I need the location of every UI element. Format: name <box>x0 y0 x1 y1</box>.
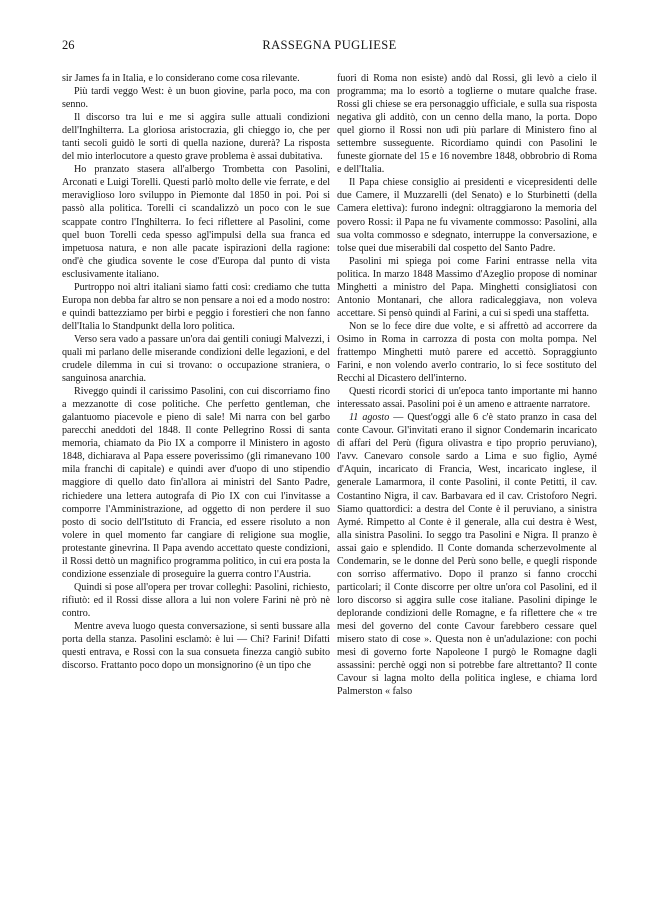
page-number: 26 <box>62 38 75 52</box>
paragraph <box>62 85 330 111</box>
paragraph <box>62 581 330 620</box>
running-title: RASSEGNA PUGLIESE <box>262 38 397 52</box>
paragraph <box>62 620 330 672</box>
paragraph <box>337 320 597 385</box>
paragraph-text: Il Papa chiese consiglio ai presidenti e vicepresidenti delle due Camere, il Muzzarelli (del Senato) e lo Sturbinetti (della Camera elettiva): furono indegni: oltraggiarono la memoria del povero Rossi: il Papa ne fu vivamente commosso: Pasolini, alla sua volta commosso e sdegnato, interruppe la conversazione, e tolse quei due miserabili dal cospetto del Santo Padre. <box>337 177 597 254</box>
paragraph-text: Questi ricordi storici di un'epoca tanto importante mi hanno interessato assai. Pasolini poi è un ameno e attraente narratore. <box>337 386 597 411</box>
diary-date: 11 agosto <box>349 412 390 424</box>
paragraph <box>337 411 597 698</box>
paragraph-text: Mentre aveva luogo questa conversazione, si sentì bussare alla porta della stanza. Pasolini esclamò: è lui — Chi? Farini! Difatti questi entrava, e Rossi con la sua consueta finezza cangiò subito discorso. Frattanto poco dopo un monsignorino (è un tipo che <box>62 620 330 672</box>
page-header <box>62 38 597 54</box>
paragraph-text: Ho pranzato stasera all'albergo Trombetta con Pasolini, Arconati e Luigi Torelli. Questi parlò molto delle vie ferrate, e del meraviglioso loro sviluppo in Piemonte dal 1850 in poi. Poi si passò alla politica. Torelli ci scandalizzò un poco con le sue scappate contro l'Inghilterra. Io feci riflettere al Pasolini, come quel buon Torelli ceda spesso agl'impulsi della sua franca ed impetuosa natura, e non alle pacate ispirazioni della ragione: ond'è che giudica sovente le cose d'Europa dal punto di vista esclusivamente italiano. <box>62 164 330 280</box>
paragraph-text: Non se lo fece dire due volte, e si affrettò ad accorrere da Osimo in Roma in carrozza di posta con molta pompa. Nel frattempo Minghetti mutò parere ed accettò. Sopraggiunto Farini, e non volendo averlo contrario, lo si fece sostituto del Recchi al Dicastero dell'interno. <box>337 320 597 385</box>
paragraph-text: fuori di Roma non esiste) andò dal Rossi, gli levò a cielo il programma; ma lo esortò a toglierne o mutare qualche frase. Rossi gli chiese se era personaggio ufficiale, e sulla sua risposta negativa gli additò, con un cenno della mano, la porta. Dopo quel giorno il Rossi non udì più parlare di Ministero fino al settembre susseguente. Ricordiamo quindi con Pasolini le funeste giornate del 15 e 16 novembre 1848, obbrobrio di Roma e dell'Italia. <box>337 73 597 176</box>
paragraph <box>337 176 597 254</box>
paragraph <box>62 333 330 385</box>
paragraph <box>62 72 330 85</box>
paragraph <box>62 281 330 333</box>
left-column <box>62 72 330 672</box>
paragraph-text: Purtroppo noi altri italiani siamo fatti così: crediamo che tutta Europa non debba far altro se non pensare a noi ed a modo nostro: e quindi battezziamo per birbi e peggio i forestieri che non fanno dell'Italia lo Standpunkt della loro politica. <box>62 281 330 332</box>
paragraph-text: sir James fa in Italia, e lo considerano come cosa rilevante. <box>62 73 300 84</box>
paragraph-text: Pasolini mi spiega poi come Farini entrasse nella vita politica. In marzo 1848 Massimo d'Azeglio propose di nominar Minghetti a ministro del Papa. Minghetti consigliatosi con Antonio Montanari, che allora radicaleggiava, non voleva accettare. Si pensò quindi al Farini, a cui si spedì una staffetta. <box>337 255 597 319</box>
paragraph-text: Il discorso tra lui e me si aggira sulle attuali condizioni dell'Inghilterra. La gloriosa aristocrazia, gli chieggo io, che per tanti secoli guidò le sorti di quella nazione, durerà? La risposta del mio interlocutore a questo grave problema è assai dubitativa. <box>62 112 330 163</box>
paragraph <box>337 72 597 176</box>
paragraph-text: Più tardi veggo West: è un buon giovine, parla poco, ma con senno. <box>62 86 330 111</box>
paragraph-text: Quindi si pose all'opera per trovar colleghi: Pasolini, richiesto, rifiutò: ed il Rossi disse allora a lui non volere Farini nè prò nè contro. <box>62 581 330 619</box>
paragraph <box>337 385 597 411</box>
paragraph <box>62 111 330 163</box>
paragraph <box>62 385 330 581</box>
paragraph-text: — Quest'oggi alle 6 c'è stato pranzo in casa del conte Cavour. Gl'invitati erano il signor Condemarin incaricato di affari del Perù (figura olivastra e tipo proprio peruviano), l'avv. Canevaro console sardo a Lima e suo figlio, Aymé d'Aquin, incaricato di Francia, West, incaricato inglese, il generale Lamarmora, il conte Pasolini, il conte Petitti, il cav. Costantino Nigra, il cav. Barbavara ed il cav. Cristoforo Negri. Siamo quattordici: a destra del Conte è il peruviano, a sinistra Aymé. Rimpetto al Conte è il generale, alla cui destra è West, alla sinistra Pasolini. Io seggo tra Pasolini e Nigra. Il pranzo è assai gaio e splendido. Il Conte domanda scherzevolmente al Condemarin, se le donne del Perù sono belle, e quegli risponde con sorriso affermativo. Dopo il pranzo si fanno crocchi particolari; il Conte discorre per oltre un'ora col Pasolini, ed il loro discorso si aggira sulle cose italiane. Pasolini dipinge le deplorande condizioni delle Romagne, e fa riflettere che « tre mesi del governo del conte Cavour farebbero cessare quel misero stato di cose ». Questa non è un'adulazione: con pochi mesi di governo forte Napoleone I purgò le Romagne dagli assassini: perchè oggi non si potrebbe fare altrettanto? Il conte Cavour si lagna molto della politica inglese, e chiama lord Palmerston « falso <box>337 412 597 698</box>
paragraph <box>337 255 597 320</box>
paragraph <box>62 163 330 280</box>
right-column <box>337 72 597 698</box>
paragraph-text: Verso sera vado a passare un'ora dai gentili coniugi Malvezzi, i quali mi parlano delle miserande condizioni delle legazioni, e del crudele dilemma in cui si trovano: o occupazione straniera, o sanguinosa anarchia. <box>62 333 330 385</box>
paragraph-text: Riveggo quindi il carissimo Pasolini, con cui discorriamo fino a mezzanotte di cose politiche. Che perfetto gentleman, che galantuomo piacevole e pieno di sale! Mi narra con bel garbo parecchi aneddoti del 1848. Il conte Pellegrino Rossi di santa memoria, chiamato da Pio IX a comporre il Ministero in agosto 1848, dichiarava al Papa essere poverissimo (gli rimanevano 100 mila franchi di capitale) e quindi aver d'uopo di uno stipendio maggiore di quello dato fin'allora ai ministri del Santo Padre, richiedere una lettera autografa di Pio IX con cui l'invitasse a comporre l'Amministrazione, ad oggetto di non perdere il suo posto di socio dell'Istituto di Francia, ed essere risoluto a non volere in quel momento far cangiare di religione sua moglie, protestante ginevrina. Il Papa avendo accettato queste condizioni, il Rossi dettò un magnifico programma politico, in cui era posta la condizione essenziale di proseguire la guerra contro l'Austria. <box>62 386 330 580</box>
